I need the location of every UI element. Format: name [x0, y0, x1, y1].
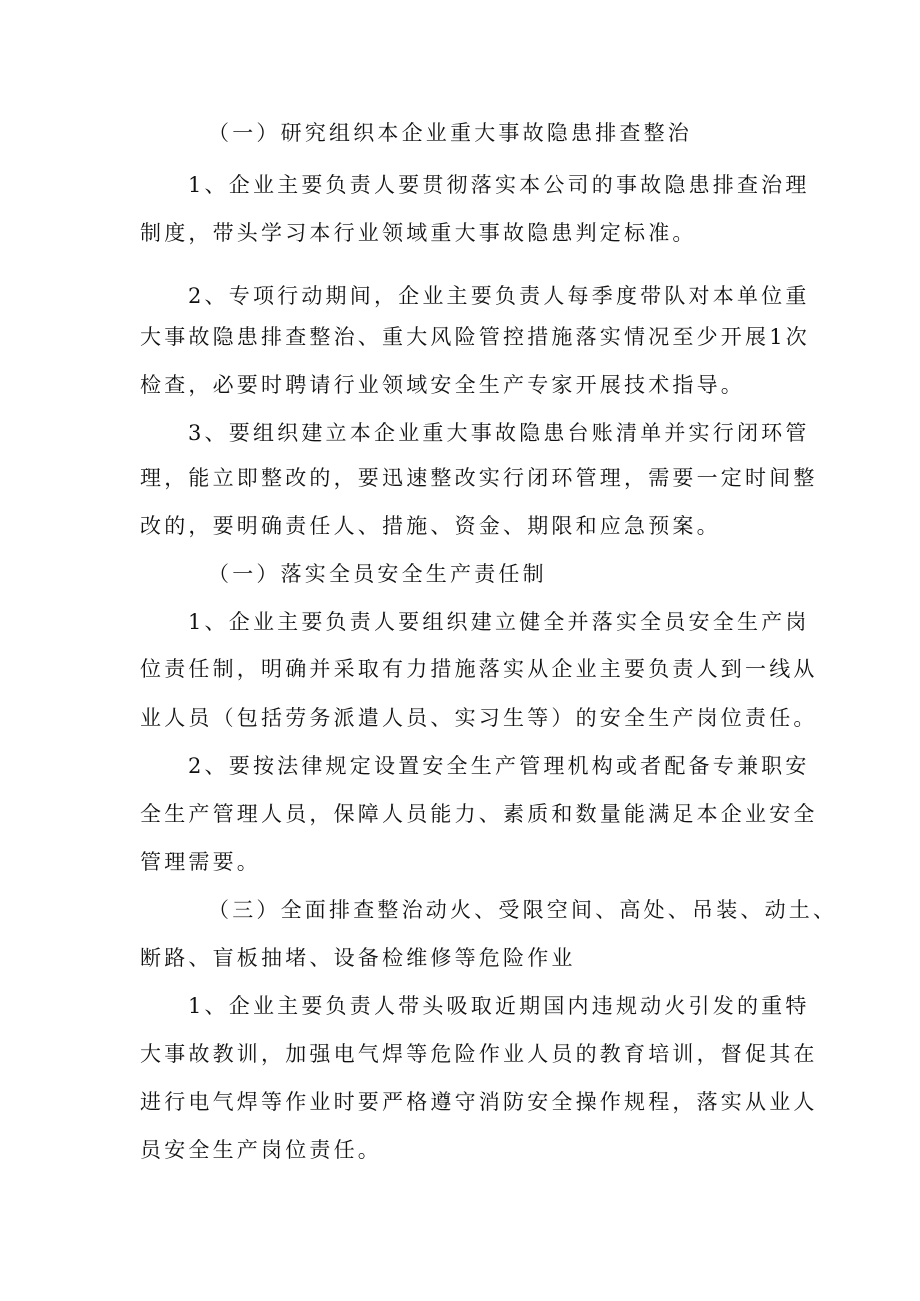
paragraph-line: 员安全生产岗位责任。 — [140, 1138, 382, 1162]
paragraph-line: 1、企业主要负责人带头吸取近期国内违规动火引发的重特 — [188, 994, 810, 1018]
paragraph-line: 业人员（包括劳务派遣人员、实习生等）的安全生产岗位责任。 — [140, 706, 818, 730]
paragraph-line: 大事故教训，加强电气焊等危险作业人员的教育培训，督促其在 — [140, 1042, 818, 1066]
paragraph-line: 1、企业主要负责人要组织建立健全并落实全员安全生产岗 — [188, 610, 810, 634]
paragraph-line: 3、要组织建立本企业重大事故隐患台账清单并实行闭环管 — [188, 421, 810, 445]
paragraph-line: 1、企业主要负责人要贯彻落实本公司的事故隐患排查治理 — [188, 173, 810, 197]
paragraph-line: 管理需要。 — [140, 850, 261, 874]
section-heading-2: （一）落实全员安全生产责任制 — [208, 562, 547, 586]
paragraph-line: 2、专项行动期间，企业主要负责人每季度带队对本单位重 — [188, 284, 810, 308]
paragraph-line: 进行电气焊等作业时要严格遵守消防安全操作规程，落实从业人 — [140, 1090, 818, 1114]
paragraph-line: 检查，必要时聘请行业领域安全生产专家开展技术指导。 — [140, 373, 745, 397]
section-heading-3: （三）全面排查整治动火、受限空间、高处、吊装、动土、 — [208, 898, 838, 922]
paragraph-line: 2、要按法律规定设置安全生产管理机构或者配备专兼职安 — [188, 754, 810, 778]
paragraph-line: 全生产管理人员，保障人员能力、素质和数量能满足本企业安全 — [140, 802, 818, 826]
paragraph-line: 制度，带头学习本行业领域重大事故隐患判定标准。 — [140, 221, 697, 245]
section-heading-3-continued: 断路、盲板抽堵、设备检维修等危险作业 — [140, 946, 576, 970]
paragraph-line: 改的，要明确责任人、措施、资金、期限和应急预案。 — [140, 514, 721, 538]
paragraph-line: 位责任制，明确并采取有力措施落实从企业主要负责人到一线从 — [140, 657, 818, 681]
paragraph-line: 理，能立即整改的，要迅速整改实行闭环管理，需要一定时间整 — [140, 466, 818, 490]
paragraph-line: 大事故隐患排查整治、重大风险管控措施落实情况至少开展1次 — [140, 325, 810, 349]
section-heading-1: （一）研究组织本企业重大事故隐患排查整治 — [208, 121, 692, 145]
